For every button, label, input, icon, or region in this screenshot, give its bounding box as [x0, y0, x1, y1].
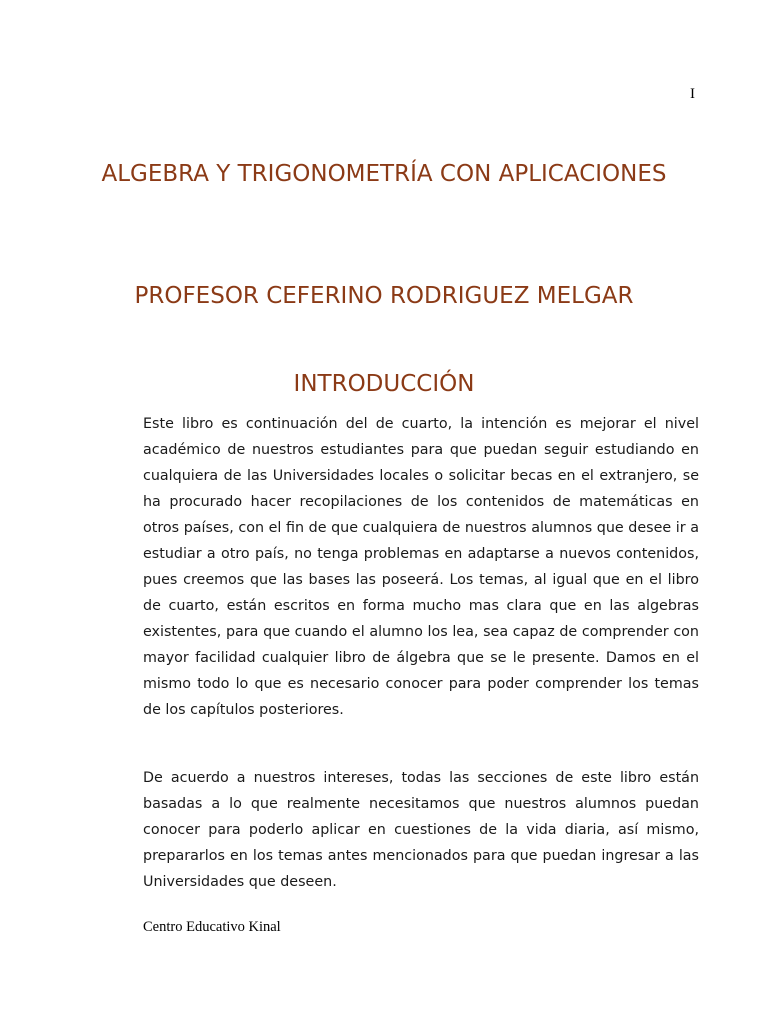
- page-number: I: [690, 86, 695, 102]
- body-paragraph-1: Este libro es continuación del de cuarto, la intención es mejorar el nivel académico de nuestros estudiantes para que puedan seguir estudiando en cualquiera de las Universidades locales o solicitar becas en el extranjero, se ha procurado hacer recopilaciones de los contenidos de matemáticas en otros países, con el fin de que cualquiera de nuestros alumnos que desee ir a estudiar a otro país, no tenga problemas en adaptarse a nuevos contenidos, pues creemos que las bases las poseerá. Los temas, al igual que en el libro de cuarto, están escritos en forma mucho mas clara que en las algebras existentes, para que cuando el alumno los lea, sea capaz de comprender con mayor facilidad cualquier libro de álgebra que se le presente. Damos en el mismo todo lo que es necesario conocer para poder comprender los temas de los capítulos posteriores.: [143, 416, 699, 718]
- page-footer: Centro Educativo Kinal: [143, 919, 281, 935]
- section-title: INTRODUCCIÓN: [293, 371, 475, 397]
- document-title: ALGEBRA Y TRIGONOMETRÍA CON APLICACIONES: [101, 161, 667, 187]
- document-author: PROFESOR CEFERINO RODRIGUEZ MELGAR: [134, 283, 634, 309]
- body-paragraph-2: De acuerdo a nuestros intereses, todas las secciones de este libro están basadas a lo que realmente necesitamos que nuestros alumnos puedan conocer para poderlo aplicar en cuestiones de la vida diaria, así mismo, prepararlos en los temas antes mencionados para que puedan ingresar a las Universidades que deseen.: [143, 770, 699, 890]
